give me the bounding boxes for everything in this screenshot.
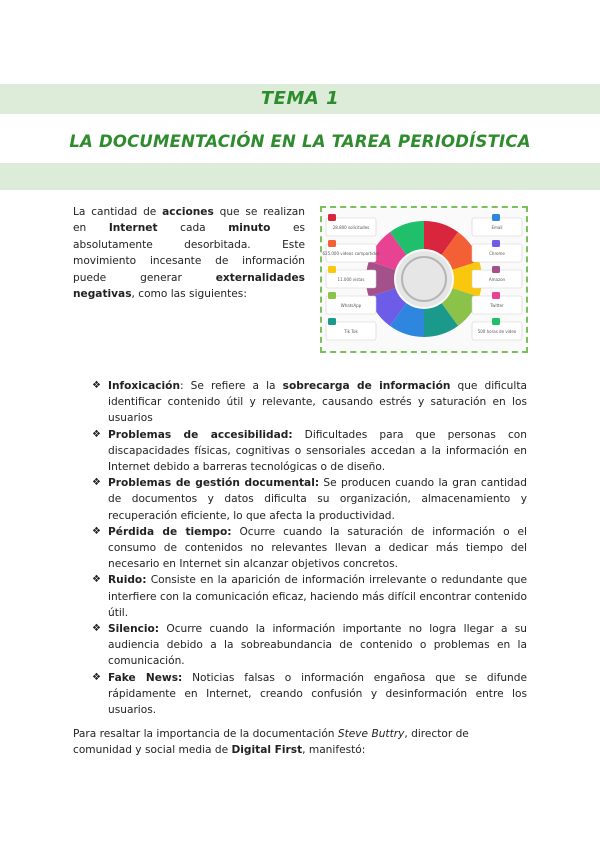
chapter-number: TEMA 1 [260,88,340,109]
list-item-text: Se refiere a la [190,380,283,392]
stat-card-label: 28.800 solicitudes [332,225,370,230]
list-item-term: Ruido: [108,574,147,587]
app-icon [492,318,500,325]
bullet-diamond-icon: ❖ [92,477,101,489]
intro-text: La cantidad de [73,206,163,218]
stat-card-label: 500 horas de video [477,329,517,334]
closing-paragraph [73,726,528,759]
app-icon [492,292,500,299]
closing-bold: Digital First [231,744,303,757]
stopwatch-face [396,251,452,307]
stat-card [326,318,376,340]
intro-text: que se realizan en [73,206,305,235]
closing-italic: Steve Buttry [337,728,405,740]
stat-card-label: WhatsApp [340,303,362,308]
stat-card-label: Chrome [489,251,505,256]
list-item-text: Ocurre cuando la información importante no logra llegar a su audiencia debido a la sobreabundancia de contenido o problemas en la comunicación. [108,623,527,668]
app-icon [328,292,336,299]
stat-card [326,214,376,236]
stat-card [322,240,379,262]
intro-paragraph [73,204,305,302]
list-item [92,524,527,573]
list-item-sep [293,429,305,441]
list-item-term: Pérdida de tiempo: [108,525,232,538]
stat-card-label: Twitter [490,303,504,308]
list-item-text: Noticias falsas o información engañosa que se difunde rápidamente en Internet, creando confusión y desinformación entre los usuarios. [108,671,527,717]
negative-externalities-list [92,378,527,718]
stat-card-label: Email [491,225,503,230]
closing-text: , director de comunidad y social media de [73,728,469,757]
list-item-text: Se producen cuando la gran cantidad de documentos y datos dificulta su organización, almacenamiento y recuperación eficiente, lo que afecta la productividad. [108,477,527,522]
app-icon [328,318,336,325]
list-item-text: Consiste en la aparición de información irrelevante o redundante que interfiere con la comunicación eficaz, haciendo más difícil encontrar contenido útil. [108,574,527,619]
app-icon [492,266,500,273]
intro-bold: Internet [108,222,158,235]
list-item [92,427,527,476]
intro-text: , como las siguientes: [131,288,247,301]
list-item-sep: : [180,380,191,392]
bullet-diamond-icon: ❖ [92,623,101,635]
app-icon [492,240,500,247]
bullet-diamond-icon: ❖ [92,671,101,683]
intro-bold: externalidades negativas [73,271,305,301]
app-icon [492,214,500,221]
app-icon [328,240,336,247]
stat-card [472,214,522,236]
list-item-text: Ocurre cuando la saturación de información o el consumo de contenidos no relevantes llevan a dedicar más tiempo del necesario en Internet sin alcanzar objetivos concretos. [108,525,527,571]
bullet-diamond-icon: ❖ [92,380,101,391]
closing-text: , manifestó: [302,744,366,757]
list-item-sep [182,672,192,684]
list-item [92,670,527,719]
closing-text: Para resaltar la importancia de la documentación [73,728,338,740]
stat-card [472,240,522,262]
infographic-svg [322,208,526,351]
stat-card-label: Amazon [488,277,506,282]
stat-card-label: 11.000 vistas [337,277,365,282]
list-item-term: Infoxicación [108,380,180,392]
stat-card-label: 625.000 videos compartidos [322,251,380,256]
list-item-text: que dificulta identificar contenido útil y relevante, causando estrés y saturación en los usuarios [108,380,527,425]
bullet-diamond-icon: ❖ [92,525,101,537]
bullet-diamond-icon: ❖ [92,428,101,440]
list-item-term: Fake News: [108,671,183,684]
list-item-term: Problemas de accesibilidad: [108,428,293,441]
intro-bold: minuto [228,222,271,235]
list-item [92,621,527,670]
internet-minute-infographic [320,206,528,353]
list-item [92,475,527,524]
list-item-emphasis: sobrecarga de información [282,380,451,392]
list-item-term: Silencio: [108,623,160,636]
bullet-diamond-icon: ❖ [92,574,101,586]
list-item [92,572,527,621]
section-band [0,163,600,190]
list-item-text: Dificultades para que personas con discapacidades físicas, cognitivas o sensoriales accedan a la información en Internet debido a barreras tecnológicas o de diseño. [108,428,527,474]
intro-bold: acciones [162,206,214,218]
stat-card-label: Tik Tok [344,329,358,334]
app-icon [328,214,336,221]
list-item-term: Problemas de gestión documental: [108,477,320,490]
page-title: LA DOCUMENTACIÓN EN LA TAREA PERIODÍSTICA [69,132,531,151]
app-icon [328,266,336,273]
intro-text: cada [157,222,229,235]
intro-text: es absolutamente desorbitada. Este movimiento incesante de información puede generar [73,222,305,284]
list-item [92,378,527,427]
stat-card [472,318,522,340]
